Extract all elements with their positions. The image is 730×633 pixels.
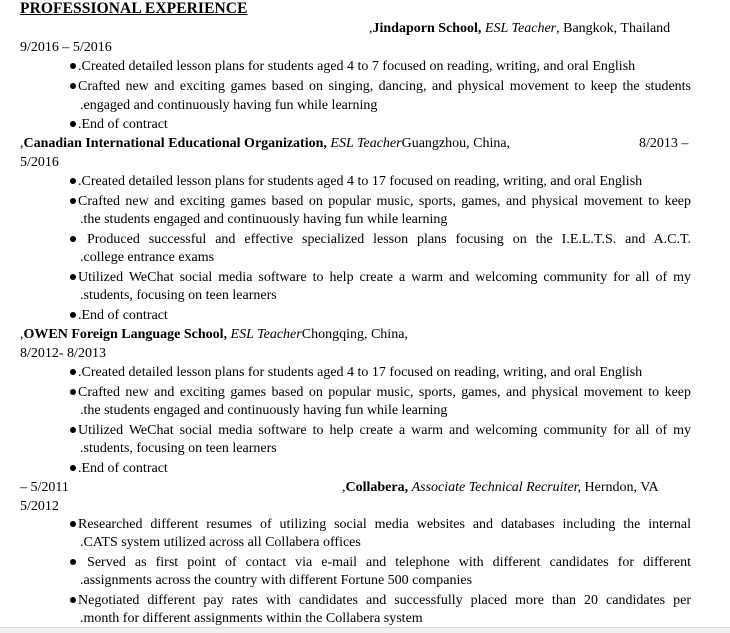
bullet-text: .Created detailed lesson plans for students aged 4 to 17 focused on reading, writing, and oral English xyxy=(78,365,643,380)
job-role: ESL Teacher xyxy=(330,136,402,151)
bullet-continuation: .students, focusing on teen learners xyxy=(80,441,277,456)
bullet-text: Crafted new and exciting games based on popular music, sports, games, and physical movement to keep xyxy=(78,194,691,209)
bullet-continuation: .engaged and continuously having fun while learning xyxy=(80,98,378,113)
bullet-item xyxy=(70,421,691,440)
bullet-text: Utilized WeChat social media software to help create a warm and welcoming community for all of my xyxy=(78,423,691,438)
bullet-text: Researched different resumes of utilizing social media websites and databases including the internal xyxy=(78,517,691,532)
job-header-canadian xyxy=(20,134,510,153)
bullet-continuation: .month for different assignments within the Collabera system xyxy=(80,611,423,626)
job-header-jindaporn xyxy=(369,19,670,38)
bullet-icon xyxy=(70,521,76,527)
bullet-icon xyxy=(70,312,76,318)
bullet-item xyxy=(70,57,691,76)
bullet-icon xyxy=(70,63,76,69)
bullet-icon xyxy=(70,369,76,375)
bullet-icon xyxy=(70,559,76,565)
job-dates-end: 5/2012 xyxy=(20,499,59,514)
bullet-continuation: .students, focusing on teen learners xyxy=(80,288,277,303)
job-dates-end: 5/2016 xyxy=(20,155,59,170)
bullet-item xyxy=(70,383,691,402)
bullet-item xyxy=(70,230,691,249)
bullet-item xyxy=(70,363,691,382)
bullet-text: .End of contract xyxy=(78,308,168,323)
job-header-collabera xyxy=(342,478,659,497)
bullet-text: .End of contract xyxy=(78,461,168,476)
bullet-continuation: .CATS system utilized across all Collabera offices xyxy=(80,535,361,550)
bullet-text: Negotiated different pay rates with candidates and successfully placed more than 20 candidates per xyxy=(78,593,691,608)
bullet-text: .Created detailed lesson plans for students aged 4 to 7 focused on reading, writing, and oral English xyxy=(78,59,636,74)
job-location: Bangkok, Thailand xyxy=(559,21,671,36)
job-dates-start: 8/2013 – xyxy=(639,136,689,151)
bullet-icon xyxy=(70,427,76,433)
bullet-text: Served as first point of contact via e-mail and telephone with different candidates for different xyxy=(87,555,691,570)
bullet-item xyxy=(70,306,691,325)
bullet-icon xyxy=(70,178,76,184)
bullet-item xyxy=(70,268,691,287)
bullet-continuation: .college entrance exams xyxy=(80,250,215,265)
bullet-icon xyxy=(70,236,76,242)
bullet-continuation: .assignments across the country with different Fortune 500 companies xyxy=(80,573,473,588)
job-prefix: , xyxy=(342,480,346,495)
job-location: Herndon, VA xyxy=(581,480,659,495)
job-prefix: , xyxy=(20,136,24,151)
job-role: Associate Technical Recruiter, xyxy=(411,480,582,495)
bullet-text: Produced successful and effective specialized lesson plans focusing on the I.E.L.T.S. and A.C.T. xyxy=(86,232,692,247)
job-role: ESL Teacher xyxy=(230,327,302,342)
bullet-icon xyxy=(70,389,76,395)
bullet-item xyxy=(70,77,691,96)
bullet-continuation: .the students engaged and continuously having fun while learning xyxy=(80,403,448,418)
job-location: Chongqing, China, xyxy=(301,327,408,342)
job-org: Canadian International Educational Organization, xyxy=(23,136,327,151)
bullet-item xyxy=(70,115,691,134)
job-dates-start: – 5/2011 xyxy=(20,480,69,495)
job-role-suffix: , xyxy=(556,21,560,36)
section-heading: PROFESSIONAL EXPERIENCE xyxy=(20,0,248,17)
bullet-text: Crafted new and exciting games based on singing, dancing, and physical movement to keep the students xyxy=(78,79,691,94)
page-bottom-border xyxy=(0,627,730,633)
bullet-item xyxy=(70,591,691,610)
bullet-icon xyxy=(70,121,76,127)
job-role: ESL Teacher xyxy=(484,21,557,36)
job-org: Collabera, xyxy=(345,480,409,495)
job-prefix: , xyxy=(20,327,24,342)
bullet-item xyxy=(70,553,691,572)
job-dates: 9/2016 – 5/2016 xyxy=(20,40,112,55)
bullet-text: Utilized WeChat social media software to help create a warm and welcoming community for all of my xyxy=(78,270,691,285)
bullet-continuation: .the students engaged and continuously having fun while learning xyxy=(80,212,448,227)
bullet-text: .End of contract xyxy=(78,117,168,132)
job-org: Jindaporn School, xyxy=(372,21,482,36)
bullet-item xyxy=(70,459,691,478)
bullet-icon xyxy=(70,597,76,603)
bullet-text: .Created detailed lesson plans for students aged 4 to 17 focused on reading, writing, and oral English xyxy=(78,174,643,189)
bullet-item xyxy=(70,192,691,211)
bullet-icon xyxy=(70,465,76,471)
job-prefix: , xyxy=(369,21,373,36)
bullet-text: Crafted new and exciting games based on popular music, sports, games, and physical movement to keep xyxy=(78,385,691,400)
job-location: Guangzhou, China, xyxy=(401,136,511,151)
job-dates: 8/2012- 8/2013 xyxy=(20,346,106,361)
bullet-item xyxy=(70,515,691,534)
job-org: OWEN Foreign Language School, xyxy=(23,327,228,342)
bullet-icon xyxy=(70,198,76,204)
bullet-icon xyxy=(70,83,76,89)
job-header-owen xyxy=(20,325,408,344)
bullet-icon xyxy=(70,274,76,280)
bullet-item xyxy=(70,172,691,191)
